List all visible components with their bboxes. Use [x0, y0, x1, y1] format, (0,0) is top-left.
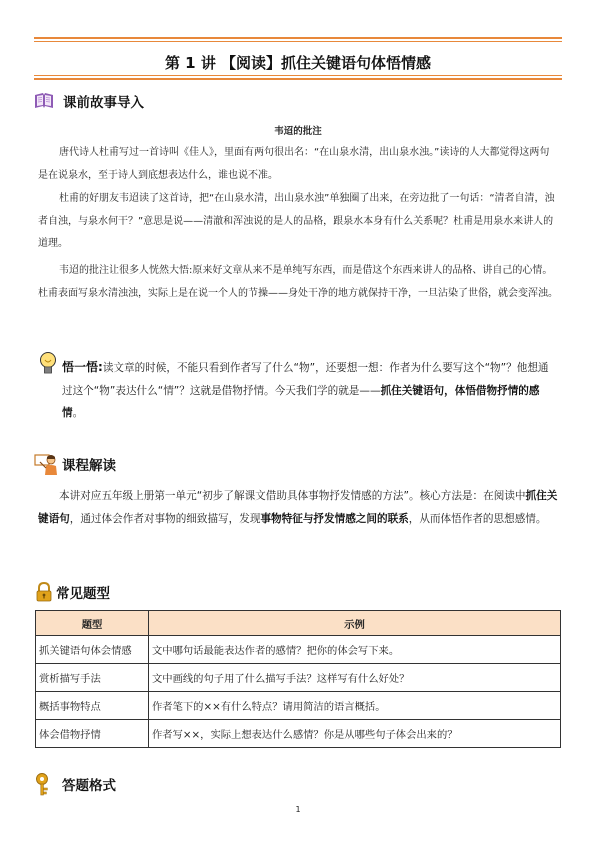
lock-icon — [34, 582, 54, 602]
lightbulb-icon — [38, 351, 58, 377]
intro-heading — [34, 91, 144, 111]
page-number: 1 — [295, 805, 301, 814]
table-cell-type: 抓关键语句体会情感 — [36, 636, 149, 664]
types-heading-text: 常见题型 — [56, 586, 110, 602]
table-cell-type: 赏析描写手法 — [36, 664, 149, 692]
table-row — [36, 664, 561, 692]
course-bold-1: 抓住关键语句 — [38, 490, 558, 525]
intro-heading-text: 课前故事导入 — [63, 95, 144, 111]
book-icon — [34, 92, 54, 110]
story-title: 韦迢的批注 — [274, 126, 322, 137]
course-heading — [34, 452, 116, 476]
table-cell-type: 体会借物抒情 — [36, 720, 149, 748]
insight-end: 。 — [72, 407, 84, 420]
course-bold-2: 事物特征与抒发情感之间的联系 — [260, 512, 409, 525]
story-paragraph-1: 唐代诗人杜甫写过一首诗叫《佳人》，里面有两句很出名：“在山泉水清，出山泉水浊。”读诗的人大都觉得这两句是在说泉水，至于诗人到底想表达什么，谁也说不准。 — [38, 147, 550, 181]
course-heading-text: 课程解读 — [62, 458, 116, 474]
table-row — [36, 720, 561, 748]
table-cell-type: 概括事物特点 — [36, 692, 149, 720]
table-cell-example: 作者写××，实际上想表达什么感情？你是从哪些句子体会出来的？ — [149, 720, 561, 748]
title-rule-top — [34, 75, 562, 76]
answer-heading — [34, 772, 116, 796]
table-cell-example: 文中画线的句子用了什么描写手法？这样写有什么好处？ — [149, 664, 561, 692]
page-title: 第 1 讲 【阅读】抓住关键语句体悟情感 — [164, 54, 432, 72]
course-text-1: 本讲对应五年级上册第一单元“初步了解课文借助具体事物抒发情感的方法”。核心方法是：在阅读中 — [59, 490, 526, 502]
story-paragraph-2: 杜甫的好朋友韦迢读了这首诗，把“在山泉水清，出山泉水浊”单独圈了出来，在旁边批了一句话：“清者自清，浊者自浊，与泉水何干？”意思是说——清澈和浑浊说的是人的品格，跟泉水本身有什么关系呢？杜甫是用泉水来讲人的道理。 — [38, 193, 555, 250]
question-types-table — [35, 610, 561, 748]
table-header-example: 示例 — [149, 611, 561, 636]
table-cell-example: 作者笔下的××有什么特点？请用简洁的语言概括。 — [149, 692, 561, 720]
types-heading — [34, 582, 110, 602]
key-icon — [34, 772, 54, 796]
table-cell-example: 文中哪句话最能表达作者的感情？把你的体会写下来。 — [149, 636, 561, 664]
header-rule-top — [34, 37, 562, 39]
answer-heading-text: 答题格式 — [62, 778, 116, 794]
header-rule-bottom — [34, 41, 562, 42]
course-text-3: ，从而体悟作者的思想感情。 — [408, 512, 547, 525]
insight-bold: 抓住关键语句，体悟借物抒情的感情 — [62, 384, 540, 420]
course-text-2: ，通过体会作者对事物的细致描写，发现 — [69, 512, 261, 525]
teacher-icon — [34, 452, 58, 476]
course-paragraph — [38, 485, 558, 530]
table-row — [36, 636, 561, 664]
insight-label: 悟一悟: — [62, 360, 103, 374]
title-rule-bottom — [34, 78, 562, 80]
insight-paragraph — [62, 356, 558, 425]
insight-text: 读文章的时候，不能只看到作者写了什么“物”，还要想一想：作者为什么要写这个“物”？他想通过这个“物”表达什么“情”？这就是借物抒情。今天我们学的就是—— — [62, 362, 549, 397]
story-paragraph-3: 韦迢的批注让很多人恍然大悟:原来好文章从来不是单纯写东西，而是借这个东西来讲人的品格、讲自己的心情。杜甫表面写泉水清浊浊，实际上是在说一个人的节操——身处干净的地方就保持干净，一旦沾染了世俗，就会变浑浊。 — [38, 265, 558, 299]
table-header-row — [36, 611, 561, 636]
table-row — [36, 692, 561, 720]
table-header-type: 题型 — [36, 611, 149, 636]
